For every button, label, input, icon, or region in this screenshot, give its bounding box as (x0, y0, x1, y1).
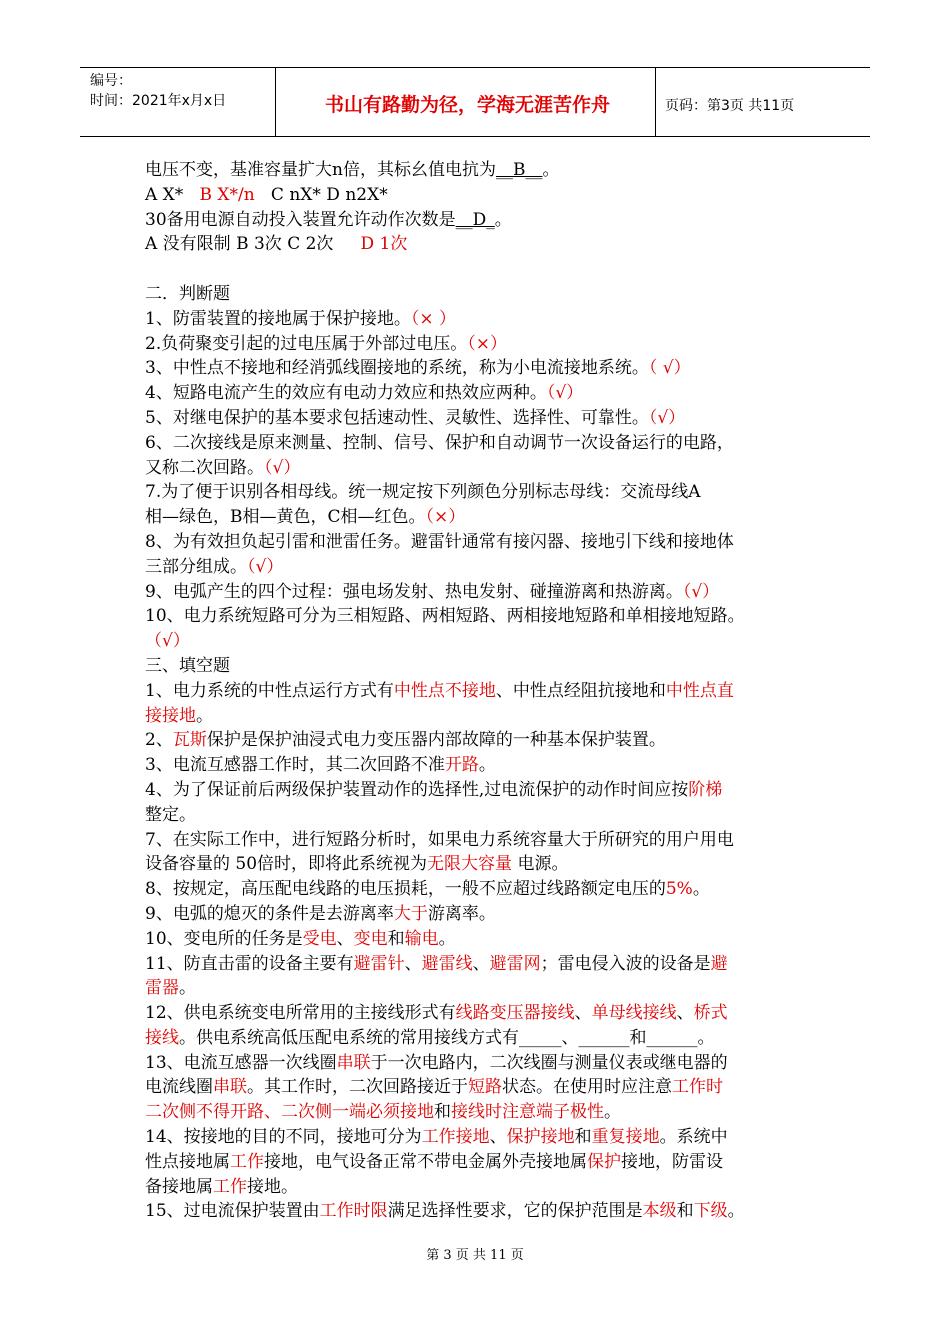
question-text: C nX* D n2X* (270, 184, 388, 205)
question-text: 性点接地属 (145, 1151, 230, 1172)
question-text: 、 (676, 1003, 694, 1024)
answer-text: 下级 (693, 1201, 728, 1222)
question-text: 9、电弧产生的四个过程：强电场发射、热电发射、碰撞游离和热游离。 (145, 581, 683, 602)
answer-text: 保护接地 (506, 1127, 575, 1148)
fill-item (145, 1199, 825, 1224)
answer-text: 本级 (642, 1201, 677, 1222)
question-text: 电流线圈 (145, 1077, 213, 1098)
question-text: 游离率。 (427, 903, 496, 924)
judge-item: 7.为了便于识别各相母线。统一规定按下列颜色分别标志母线：交流母线A (145, 482, 701, 503)
question-text: 保护是保护油浸式电力变压器内部故障的一种基本保护装置。 (206, 730, 666, 751)
judge-item (145, 580, 825, 605)
fill-item-cont (145, 852, 825, 877)
judge-answer: （√） (648, 407, 686, 428)
question-text: 。 (727, 1201, 745, 1222)
answer-text: 保护 (587, 1151, 621, 1172)
question-text: A X* (145, 184, 184, 205)
judge-answer: （√） (264, 457, 301, 478)
fill-item (145, 1001, 825, 1026)
question-text: 。 (542, 160, 560, 180)
answer-text: 重复接地 (591, 1127, 660, 1148)
page-header (80, 67, 870, 137)
question-text: 2、 (145, 730, 173, 751)
question-text: 4、为了保证前后两级保护装置动作的选择性,过电流保护的动作时间应按 (145, 779, 689, 800)
fill-item (145, 728, 825, 753)
question-text: 。其工作时，二次回路接近于 (247, 1077, 468, 1098)
answer-text: 工作时限 (319, 1201, 388, 1222)
answer-text: 变电 (353, 928, 388, 949)
answer-text: 受电 (302, 928, 337, 949)
question-text: 11、防直击雷的设备主要有 (145, 953, 354, 974)
answer-text: 避 (710, 953, 728, 974)
answer-text: 阶梯 (688, 779, 723, 800)
header-divider (655, 68, 656, 136)
fill-item (145, 877, 825, 902)
answer-text: 线路变压器接线 (455, 1003, 575, 1024)
question-text: 9、电弧的熄灭的条件是去游离率 (145, 903, 394, 924)
header-page-label: 页码：第3页 共11页 (665, 98, 795, 114)
fill-item-cont (145, 1026, 825, 1051)
question-text: 状态。在使用时应注意 (502, 1077, 672, 1098)
fill-item-cont (145, 1100, 825, 1125)
judge-answer: （√） (546, 383, 584, 404)
question-text: 3、电流互感器工作时，其二次回路不准 (145, 755, 445, 776)
fill-item (145, 1051, 825, 1076)
question-text: 1、电力系统的中性点运行方式有 (145, 680, 394, 701)
question-text: 、 (489, 1127, 507, 1148)
question-text: 。 (438, 928, 456, 949)
judge-item (145, 406, 825, 431)
fill-item-cont (145, 976, 825, 1001)
question-text: 接地。 (247, 1176, 298, 1197)
question-text: ；雷电侵入波的设备是 (540, 953, 711, 974)
question-text: 10、变电所的任务是 (145, 928, 303, 949)
question-text: 。 (604, 1102, 621, 1123)
page-footer: 第 3 页 共 11 页 (426, 1248, 524, 1263)
question-text: 三部分组成。 (145, 556, 247, 577)
fill-item-cont (145, 1075, 825, 1100)
question-text: 又称二次回路。 (145, 457, 264, 478)
judge-item: 10、电力系统短路可分为三相短路、两相短路、两相接地短路和单相接地短路。 (145, 606, 745, 627)
answer-text: 避雷线 (421, 953, 473, 974)
question-text: 8、按规定，高压配电线路的电压损耗，一般不应超过线路额定电压的 (145, 879, 666, 900)
answer-text: 避雷网 (489, 953, 541, 974)
question-text: 和 (574, 1127, 592, 1148)
correct-option: B X*/n (199, 184, 255, 205)
question-text: 接地，电气设备正常不带电金属外壳接地属 (264, 1151, 587, 1172)
judge-item (145, 381, 825, 406)
section-heading: 三、填空题 (145, 655, 230, 676)
judge-item-cont (145, 505, 825, 530)
question-text: 14、按接地的目的不同，接地可分为 (145, 1127, 422, 1148)
question-text: 。系统中 (659, 1127, 728, 1148)
answer-text: 5% (665, 879, 693, 900)
question-text: 和 (387, 928, 405, 949)
question-text: 13、电流互感器一次线圈 (145, 1052, 337, 1073)
judge-answer: （× ） (410, 308, 456, 329)
question-text: 、中性点经阻抗接地和 (495, 680, 666, 701)
fill-item-cont (145, 1150, 825, 1175)
question-text: 相—绿色，B相—黄色，C相—红色。 (145, 507, 426, 528)
question-text: 设备容量的 50倍时，即将此系统视为 (145, 854, 428, 875)
question-text: 1、防雷装置的接地属于保护接地。 (145, 308, 411, 329)
question-text: 15、过电流保护装置由 (145, 1201, 320, 1222)
question-text: 。 (494, 209, 512, 230)
fill-item-cont: 整定。 (145, 804, 196, 825)
answer-text: 瓦斯 (172, 730, 207, 751)
section-heading: 二．判断题 (145, 283, 230, 304)
question-text: 、 (404, 953, 422, 974)
question-text: 。 (478, 755, 496, 776)
question-text: 、 (472, 953, 490, 974)
answer-text: 输电 (404, 928, 439, 949)
answer-text: 串联 (213, 1077, 247, 1098)
choice-options (145, 183, 825, 208)
answer-text: 短路 (468, 1077, 502, 1098)
code-label: 编号： (90, 73, 132, 89)
question-text: 30备用电源自动投入装置允许动作次数是 (145, 209, 456, 230)
answer-text: 接线 (145, 1027, 179, 1048)
fill-item (145, 753, 825, 778)
question-text: 12、供电系统变电所常用的主接线形式有 (145, 1003, 456, 1024)
judge-item (145, 307, 825, 332)
judge-item (145, 332, 825, 357)
question-text: 、 (336, 928, 354, 949)
judge-answer: （×） (467, 333, 507, 354)
judge-item: 8、为有效担负起引雷和泄雷任务。避雷针通常有接闪器、接地引下线和接地体 (145, 531, 734, 552)
document-body (145, 158, 825, 1224)
answer-text: 中性点不接地 (393, 680, 496, 701)
choice-options (145, 232, 825, 257)
correct-option: D 1次 (360, 234, 408, 255)
question-text: 。 (196, 705, 213, 726)
answer-text: 接接地 (145, 705, 196, 726)
judge-answer: （√） (682, 581, 720, 602)
question-text: 电压不变，基准容量扩大n倍，其标幺值电抗为 (145, 160, 496, 180)
question-text: 接地，防雷设 (621, 1151, 723, 1172)
fill-item-cont (145, 704, 825, 729)
fill-item (145, 927, 825, 952)
answer-text: 中性点直 (665, 680, 734, 701)
question-text: 电源。 (512, 854, 569, 875)
answer-text: 工作 (230, 1151, 264, 1172)
header-meta (90, 71, 226, 111)
question-text: 于一次电路内，二次线圈与测量仪表或继电器的 (370, 1052, 728, 1073)
answer-text: 单母线接线 (591, 1003, 677, 1024)
answer-text: 二次侧不得开路、二次侧一端必须接地 (145, 1102, 434, 1123)
judge-item-cont (145, 555, 825, 580)
answer-text: 接线时注意端子极性 (451, 1102, 604, 1123)
judge-item (145, 356, 825, 381)
fill-item (145, 778, 825, 803)
choice-question (145, 158, 825, 183)
question-text: 4、短路电流产生的效应有电动力效应和热效应两种。 (145, 383, 547, 404)
fill-item (145, 952, 825, 977)
question-text: 2.负荷聚变引起的过电压属于外部过电压。 (145, 333, 468, 354)
question-text: 、 (574, 1003, 592, 1024)
judge-answer: （ √） (648, 358, 691, 379)
fill-item (145, 1125, 825, 1150)
answer-text: 工作 (213, 1176, 247, 1197)
answer-text: 开路 (444, 755, 479, 776)
answer-blank: __B__ (495, 160, 543, 180)
judge-item-cont (145, 456, 825, 481)
answer-text: 无限大容量 (427, 854, 513, 875)
question-text: 5、对继电保护的基本要求包括速动性、灵敏性、选择性、可靠性。 (145, 407, 649, 428)
answer-text: 工作时 (672, 1077, 723, 1098)
answer-text: 避雷针 (353, 953, 405, 974)
question-text: 和 (676, 1201, 694, 1222)
question-text: 。 (692, 879, 710, 900)
answer-text: 雷器 (145, 978, 179, 999)
header-motto: 书山有路勤为径，学海无涯苦作舟 (324, 94, 610, 116)
answer-text: 工作接地 (421, 1127, 490, 1148)
date-label: 时间：2021年x月x日 (90, 93, 227, 109)
question-text: 。 (179, 978, 196, 999)
question-text: 。供电系统高低压配电系统的常用接线方式有_____、______和______。 (179, 1027, 715, 1048)
fill-item (145, 679, 825, 704)
answer-text: 大于 (393, 903, 428, 924)
fill-item-cont (145, 1175, 825, 1200)
answer-text: 串联 (336, 1052, 371, 1073)
answer-text: 桥式 (693, 1003, 728, 1024)
question-text: 备接地属 (145, 1176, 213, 1197)
fill-item: 7、在实际工作中，进行短路分析时，如果电力系统容量大于所研究的用户用电 (145, 829, 734, 850)
question-text: 和 (434, 1102, 451, 1123)
judge-answer: （×） (425, 507, 466, 528)
fill-item (145, 902, 825, 927)
question-text: 3、中性点不接地和经消弧线圈接地的系统，称为小电流接地系统。 (145, 358, 649, 379)
judge-item: 6、二次接线是原来测量、控制、信号、保护和自动调节一次设备运行的电路， (145, 432, 734, 453)
answer-blank: __D_ (455, 209, 495, 230)
judge-answer: （√） (145, 631, 190, 652)
choice-question (145, 208, 825, 233)
judge-answer: （√） (247, 556, 284, 577)
question-text: 满足选择性要求，它的保护范围是 (387, 1201, 643, 1222)
question-text: A 没有限制 B 3次 C 2次 (145, 234, 334, 255)
